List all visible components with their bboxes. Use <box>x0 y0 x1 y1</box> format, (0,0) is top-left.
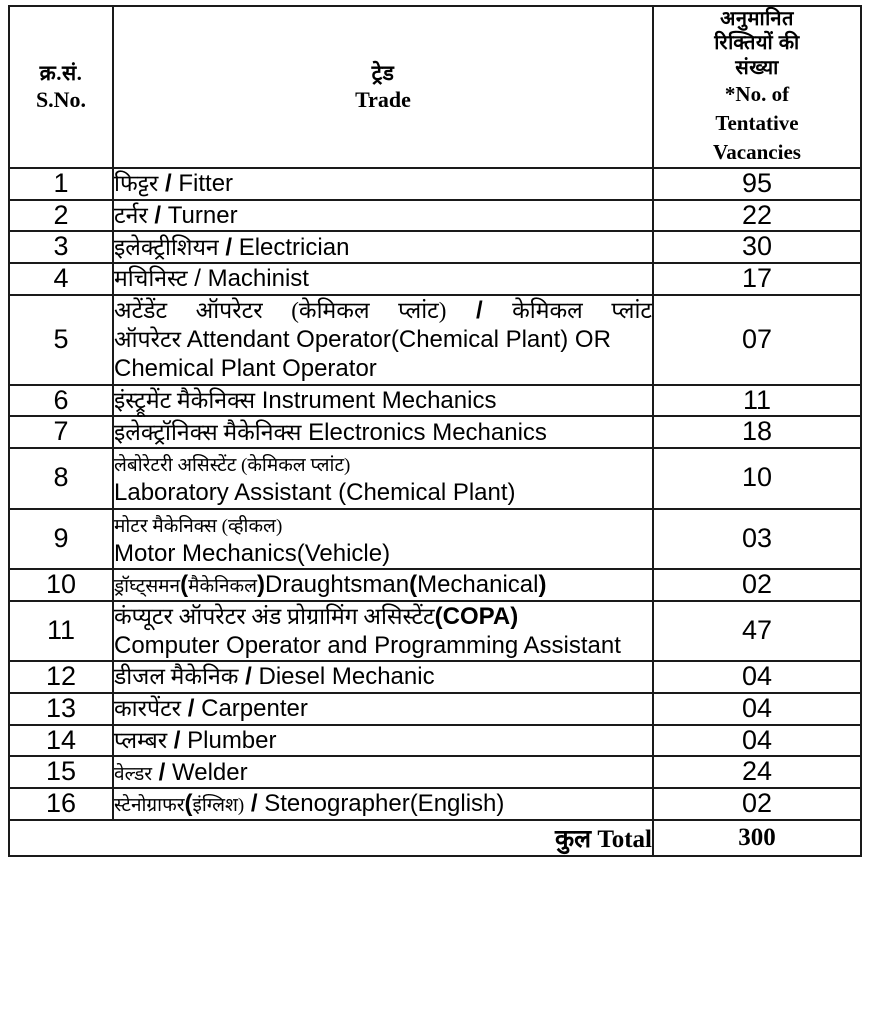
header-vacancies-english-line2: Tentative <box>715 111 799 136</box>
row-trade-name <box>113 231 653 263</box>
row-vacancy-count: 04 <box>653 725 861 757</box>
trade-text-line <box>114 570 652 599</box>
row-serial-number: 16 <box>9 788 113 820</box>
table-row <box>9 788 861 820</box>
table-row <box>9 200 861 232</box>
trade-text-line <box>114 539 652 568</box>
table-row <box>9 231 861 263</box>
trade-text-line <box>114 296 652 325</box>
table-row <box>9 416 861 448</box>
trade-text-segment: Mechanical <box>417 571 539 599</box>
row-serial-number: 5 <box>9 295 113 385</box>
trade-text-segment: Diesel Mechanic <box>258 663 435 691</box>
trade-text-segment: इंस्ट्रूमेंट मैकेनिक्स <box>114 387 256 413</box>
row-trade-name <box>113 509 653 570</box>
trade-text-segment: / <box>167 726 188 754</box>
table-body <box>9 6 861 856</box>
trade-text-segment: Attendant Operator(Chemical Plant) OR <box>186 326 611 354</box>
trade-text-line <box>114 201 652 230</box>
row-trade-name <box>113 601 653 662</box>
trade-text-segment: अटेंडेंट ऑपरेटर (केमिकल प्लांट) <box>114 297 447 323</box>
table-row <box>9 168 861 200</box>
header-sno-hindi: क्र.सं. <box>39 60 83 85</box>
trade-text-line <box>114 789 652 818</box>
trade-text-line <box>114 354 652 383</box>
trade-text-segment: / <box>244 790 265 818</box>
trade-text-segment: Laboratory Assistant (Chemical Plant) <box>114 479 516 507</box>
trade-text-segment: Computer Operator and Programming Assistant <box>114 632 621 660</box>
trade-text-segment: मचिनिस्ट <box>114 266 188 292</box>
header-vacancies-hindi-line2: रिक्तियों की <box>714 32 800 55</box>
row-vacancy-count: 30 <box>653 231 861 263</box>
header-vacancies-hindi-line3: संख्या <box>735 56 779 79</box>
row-serial-number: 7 <box>9 416 113 448</box>
trade-text-segment: Chemical Plant Operator <box>114 355 377 383</box>
trade-text-segment: स्टेनोग्राफर <box>114 795 185 817</box>
row-serial-number: 12 <box>9 661 113 693</box>
trade-text-segment: Machinist <box>207 265 309 293</box>
row-vacancy-count: 95 <box>653 168 861 200</box>
row-trade-name <box>113 168 653 200</box>
trade-text-segment: / <box>152 758 173 786</box>
trade-text-segment: मैकेनिकल <box>188 576 257 598</box>
trade-text-segment: / <box>238 663 259 691</box>
trade-text-segment: वेल्डर <box>114 763 153 785</box>
trade-text-segment: ( <box>409 571 418 599</box>
header-trade-hindi: ट्रेड <box>371 60 395 85</box>
trade-text-segment: / <box>187 265 208 293</box>
trade-text-segment: Electronics Mechanics <box>308 418 547 446</box>
trade-text-segment: Draughtsman <box>265 571 410 599</box>
row-trade-name <box>113 569 653 601</box>
row-trade-name <box>113 788 653 820</box>
tentative-vacancies-table <box>8 5 862 857</box>
row-vacancy-count: 02 <box>653 569 861 601</box>
trade-text-line <box>114 694 652 723</box>
table-row <box>9 725 861 757</box>
header-vacancies-english-line1: *No. of <box>724 82 790 107</box>
table-row <box>9 693 861 725</box>
row-trade-name <box>113 661 653 693</box>
trade-text-line <box>114 264 652 293</box>
row-vacancy-count: 22 <box>653 200 861 232</box>
row-serial-number: 13 <box>9 693 113 725</box>
trade-text-segment: इलेक्ट्रीशियन <box>114 234 219 260</box>
trade-text-segment: / <box>218 233 239 261</box>
table-row <box>9 756 861 788</box>
trade-text-segment: ( <box>180 571 189 599</box>
row-serial-number: 3 <box>9 231 113 263</box>
header-cell-vacancies <box>653 6 861 168</box>
table-row <box>9 263 861 295</box>
table-row <box>9 448 861 509</box>
trade-text-segment: / <box>158 170 179 198</box>
trade-text-segment: / <box>181 695 202 723</box>
trade-text-line <box>114 602 652 631</box>
row-vacancy-count: 07 <box>653 295 861 385</box>
trade-text-segment: Turner <box>167 201 238 229</box>
table-row <box>9 295 861 385</box>
row-serial-number: 14 <box>9 725 113 757</box>
header-cell-trade <box>113 6 653 168</box>
table-row <box>9 661 861 693</box>
trade-text-segment: / <box>147 201 168 229</box>
row-trade-name <box>113 263 653 295</box>
row-vacancy-count: 24 <box>653 756 861 788</box>
trade-text-segment: प्लम्बर <box>114 727 168 753</box>
trade-text-segment: मोटर मैकेनिक्स (व्हीकल) <box>114 515 283 537</box>
trade-text-segment: (COPA) <box>434 602 519 630</box>
trade-text-segment: लेबोरेटरी असिस्टेंट (केमिकल प्लांट) <box>114 455 351 476</box>
table-row <box>9 385 861 417</box>
trade-text-segment: / <box>446 296 513 324</box>
trade-text-segment: ) <box>257 571 265 599</box>
trade-text-segment: Welder <box>172 758 248 786</box>
trade-text-line <box>114 726 652 755</box>
trade-text-segment: ) <box>538 571 547 599</box>
row-trade-name <box>113 416 653 448</box>
row-vacancy-count: 02 <box>653 788 861 820</box>
row-vacancy-count: 10 <box>653 448 861 509</box>
row-vacancy-count: 11 <box>653 385 861 417</box>
trade-text-line <box>114 325 652 354</box>
trade-text-line <box>114 418 652 447</box>
trade-text-segment: ) <box>237 795 245 817</box>
row-serial-number: 15 <box>9 756 113 788</box>
header-vacancies-english-line3: Vacancies <box>713 140 801 165</box>
trade-text-line <box>114 662 652 691</box>
table-row <box>9 509 861 570</box>
trade-text-segment: Motor Mechanics(Vehicle) <box>114 539 391 567</box>
trade-text-segment: फिट्टर <box>114 171 159 197</box>
trade-text-segment <box>255 387 262 414</box>
row-serial-number: 8 <box>9 448 113 509</box>
trade-text-segment: Instrument Mechanics <box>261 386 497 414</box>
trade-text-line <box>114 631 652 660</box>
row-serial-number: 4 <box>9 263 113 295</box>
row-vacancy-count: 03 <box>653 509 861 570</box>
trade-text-segment: ( <box>184 790 193 818</box>
trade-text-segment: कंप्यूटर ऑपरेटर अंड प्रोग्रामिंग असिस्टेंट <box>114 603 435 629</box>
trade-text-segment: केमिकल प्लांट <box>512 297 652 323</box>
total-label-english: Total <box>597 825 652 853</box>
total-value-cell: 300 <box>653 820 861 856</box>
row-trade-name <box>113 200 653 232</box>
trade-text-segment: इलेक्ट्रॉनिक्स मैकेनिक्स <box>114 419 302 445</box>
row-vacancy-count: 04 <box>653 661 861 693</box>
row-vacancy-count: 17 <box>653 263 861 295</box>
row-serial-number: 6 <box>9 385 113 417</box>
trade-text-line <box>114 386 652 415</box>
trade-text-segment: Stenographer(English) <box>264 790 505 818</box>
table-row <box>9 569 861 601</box>
trade-text-line <box>114 758 652 787</box>
trade-text-line <box>114 449 652 478</box>
trade-text-segment: कारपेंटर <box>114 696 182 722</box>
row-vacancy-count: 04 <box>653 693 861 725</box>
trade-text-segment: टर्नर <box>114 202 148 228</box>
row-vacancy-count: 18 <box>653 416 861 448</box>
row-vacancy-count: 47 <box>653 601 861 662</box>
row-serial-number: 11 <box>9 601 113 662</box>
row-serial-number: 1 <box>9 168 113 200</box>
total-label-hindi: कुल <box>554 825 592 853</box>
table-header-row <box>9 6 861 168</box>
table-row <box>9 601 861 662</box>
row-trade-name <box>113 756 653 788</box>
row-trade-name <box>113 693 653 725</box>
header-cell-sno <box>9 6 113 168</box>
row-serial-number: 10 <box>9 569 113 601</box>
table-total-row <box>9 820 861 856</box>
trade-text-segment: इंग्लिश <box>192 795 238 817</box>
trade-text-segment: डीजल मैकेनिक <box>114 664 239 690</box>
total-label-cell <box>9 820 653 856</box>
row-serial-number: 9 <box>9 509 113 570</box>
trade-text-line <box>114 478 652 507</box>
trade-text-segment: Carpenter <box>201 695 308 723</box>
row-trade-name <box>113 448 653 509</box>
row-trade-name <box>113 725 653 757</box>
row-trade-name <box>113 295 653 385</box>
trade-text-segment: ड्रॉघ्ट्समन <box>114 576 181 598</box>
trade-text-line <box>114 233 652 262</box>
trade-text-line <box>114 169 652 198</box>
trade-text-segment: ऑपरेटर <box>114 327 187 353</box>
header-trade-english: Trade <box>355 86 411 112</box>
trade-text-segment: Electrician <box>238 233 350 261</box>
row-trade-name <box>113 385 653 417</box>
trade-text-line <box>114 510 652 539</box>
header-vacancies-hindi-line1: अनुमानित <box>720 8 794 30</box>
row-serial-number: 2 <box>9 200 113 232</box>
trade-text-segment: Plumber <box>187 726 277 754</box>
trade-text-segment: Fitter <box>178 170 234 198</box>
header-sno-english: S.No. <box>35 86 87 112</box>
